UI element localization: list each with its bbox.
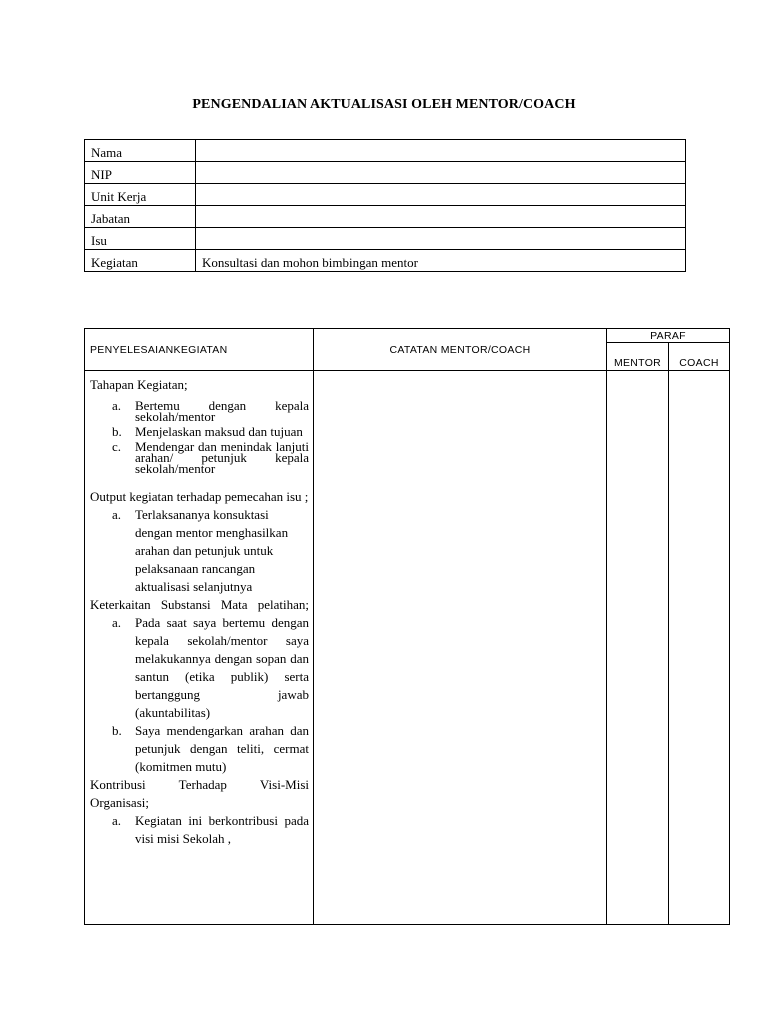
list-item-text: Kegiatan ini berkontribusi pada visi misi Sekolah , [135, 813, 309, 846]
identity-label: Isu [85, 228, 196, 250]
list-item-text: Terlaksananya konsuktasi dengan mentor menghasilkan arahan dan petunjuk untuk pelaksanaan rancangan aktualisasi selanjutnya [135, 507, 289, 594]
list-item [90, 426, 309, 437]
identity-value [196, 140, 686, 162]
identity-value: Konsultasi dan mohon bimbingan mentor [196, 250, 686, 272]
identity-label: Kegiatan [85, 250, 196, 272]
list-marker: a. [112, 813, 122, 828]
list-marker: a. [112, 615, 122, 630]
tahapan-list [90, 400, 309, 474]
list-item [90, 506, 309, 596]
header-mentor: MENTOR [607, 343, 669, 371]
list-item [90, 722, 309, 776]
identity-row [85, 162, 686, 184]
list-item-text: Mendengar dan menindak lanjuti arahan/ petunjuk kepala sekolah/mentor [135, 439, 309, 476]
keterkaitan-heading: Keterkaitan Substansi Mata pelatihan; [90, 597, 309, 612]
tahapan-heading: Tahapan Kegiatan; [90, 377, 188, 392]
output-list [90, 506, 309, 596]
list-marker: c. [112, 439, 122, 454]
kontribusi-heading: Kontribusi Terhadap Visi-Misi Organisasi; [90, 777, 309, 810]
identity-row [85, 140, 686, 162]
header-paraf: PARAF [607, 329, 730, 343]
control-table [84, 328, 730, 925]
identity-value [196, 184, 686, 206]
identity-label: Jabatan [85, 206, 196, 228]
document-title: PENGENDALIAN AKTUALISASI OLEH MENTOR/COACH [192, 97, 576, 112]
identity-value [196, 162, 686, 184]
list-item [90, 614, 309, 722]
identity-value [196, 228, 686, 250]
list-item-text: Pada saat saya bertemu dengan kepala sekolah/mentor saya melakukannya dengan sopan dan santun (etika publik) serta bertanggung jawab (akuntabilitas) [135, 615, 309, 720]
identity-row [85, 184, 686, 206]
list-marker: a. [112, 507, 122, 522]
list-item-text: Saya mendengarkan arahan dan petunjuk dengan teliti, cermat (komitmen mutu) [135, 723, 309, 774]
list-item [90, 400, 309, 422]
kontribusi-list [90, 812, 309, 848]
list-marker: b. [112, 723, 122, 738]
identity-row [85, 206, 686, 228]
list-marker: a. [112, 398, 122, 413]
list-item [90, 441, 309, 474]
list-item [90, 812, 309, 848]
identity-label: Unit Kerja [85, 184, 196, 206]
coach-paraf-cell [669, 371, 730, 925]
list-marker: b. [112, 424, 122, 439]
identity-value [196, 206, 686, 228]
header-penyelesaian: PENYELESAIANKEGIATAN [85, 329, 314, 371]
header-coach: COACH [669, 343, 730, 371]
list-item-text: Bertemu dengan kepala sekolah/mentor [135, 398, 309, 424]
penyelesaian-cell [85, 371, 314, 925]
identity-table [84, 139, 686, 272]
output-heading: Output kegiatan terhadap pemecahan isu ; [90, 489, 309, 504]
identity-row [85, 250, 686, 272]
list-item-text: Menjelaskan maksud dan tujuan [135, 424, 303, 439]
catatan-cell [314, 371, 607, 925]
keterkaitan-list [90, 614, 309, 776]
header-catatan: CATATAN MENTOR/COACH [314, 329, 607, 371]
identity-label: Nama [85, 140, 196, 162]
mentor-paraf-cell [607, 371, 669, 925]
identity-row [85, 228, 686, 250]
identity-label: NIP [85, 162, 196, 184]
